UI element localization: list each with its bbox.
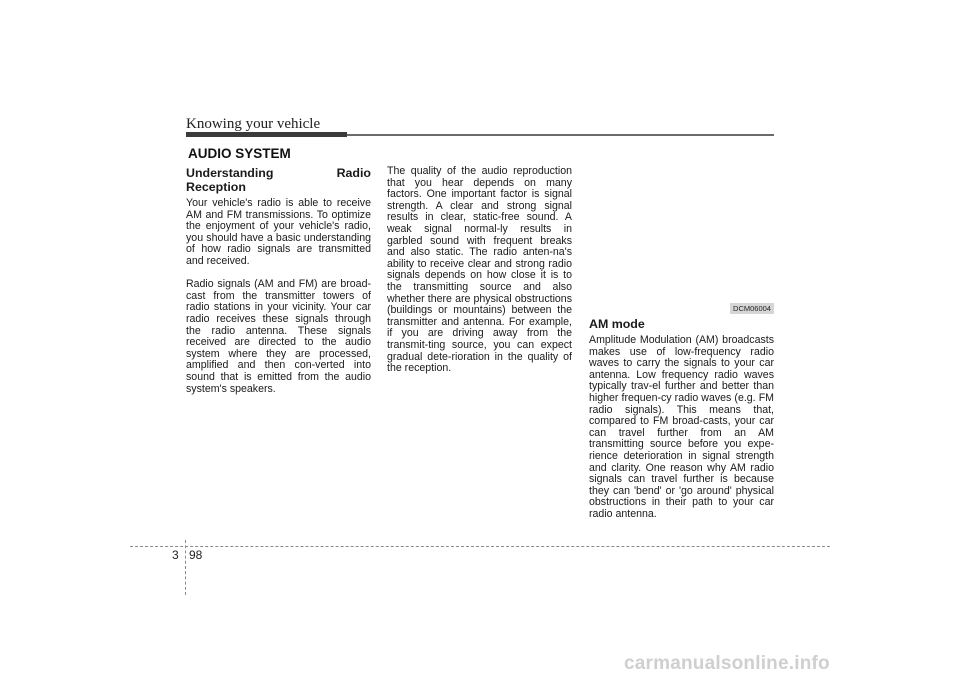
footer-divider: [185, 540, 186, 595]
header-rule-thin: [347, 134, 774, 136]
column-1: [186, 166, 371, 407]
footer-section-number: 3: [172, 548, 179, 562]
header-title: Knowing your vehicle: [186, 116, 321, 132]
header-rule-thick: [186, 132, 347, 137]
paragraph: Radio signals (AM and FM) are broad-cast from the transmitter towers of radio stations in your vicinity. Your car radio receives these signals through the radio antenna. These signals received are directed to the audio system where they are processed, amplified and then con-verted into sound that is emitted from the audio system's speakers.: [186, 278, 371, 395]
radio-reception-heading: Understanding Radio Reception: [186, 166, 371, 194]
footer-rule: [130, 546, 830, 547]
paragraph: Your vehicle's radio is able to receive AM and FM transmissions. To optimize the enjoyment of your vehicle's radio, you should have a basic understanding of how radio signals are transmitted and received.: [186, 197, 371, 267]
paragraph: The quality of the audio reproduction that you hear depends on many factors. One important factor is signal strength. A clear and strong signal results in clear, static-free sound. A weak signal normal-ly results in garbled sound with frequent breaks and also static. The radio anten-na's ability to receive clear and strong radio signals depends on how close it is to the transmitting source and also whether there are physical obstructions (buildings or mountains) between the transmitter and antenna. For example, if you are driving away from the transmit-ting source, you can expect gradual dete-rioration in the quality of the reception.: [387, 165, 572, 375]
column-3: [589, 317, 774, 532]
am-mode-heading: AM mode: [589, 317, 645, 331]
section-title: AUDIO SYSTEM: [188, 146, 291, 161]
image-code-badge: DCM06004: [730, 303, 774, 314]
column-2: [387, 166, 572, 386]
watermark: carmanualsonline.info: [624, 653, 830, 674]
footer-page-number: 98: [189, 548, 203, 562]
paragraph: Amplitude Modulation (AM) broadcasts makes use of low-frequency radio waves to carry the signals to your car antenna. Low frequency radio waves typically trav-el further and better than higher frequen-cy radio waves (e.g. FM radio signals). This means that, compared to FM broad-casts, your car can travel further from an AM transmitting source before you expe-rience deterioration in signal strength and clarity. One reason why AM radio signals can travel further is because they can 'bend' or 'go around' physical obstructions in their path to your car radio antenna.: [589, 334, 774, 520]
